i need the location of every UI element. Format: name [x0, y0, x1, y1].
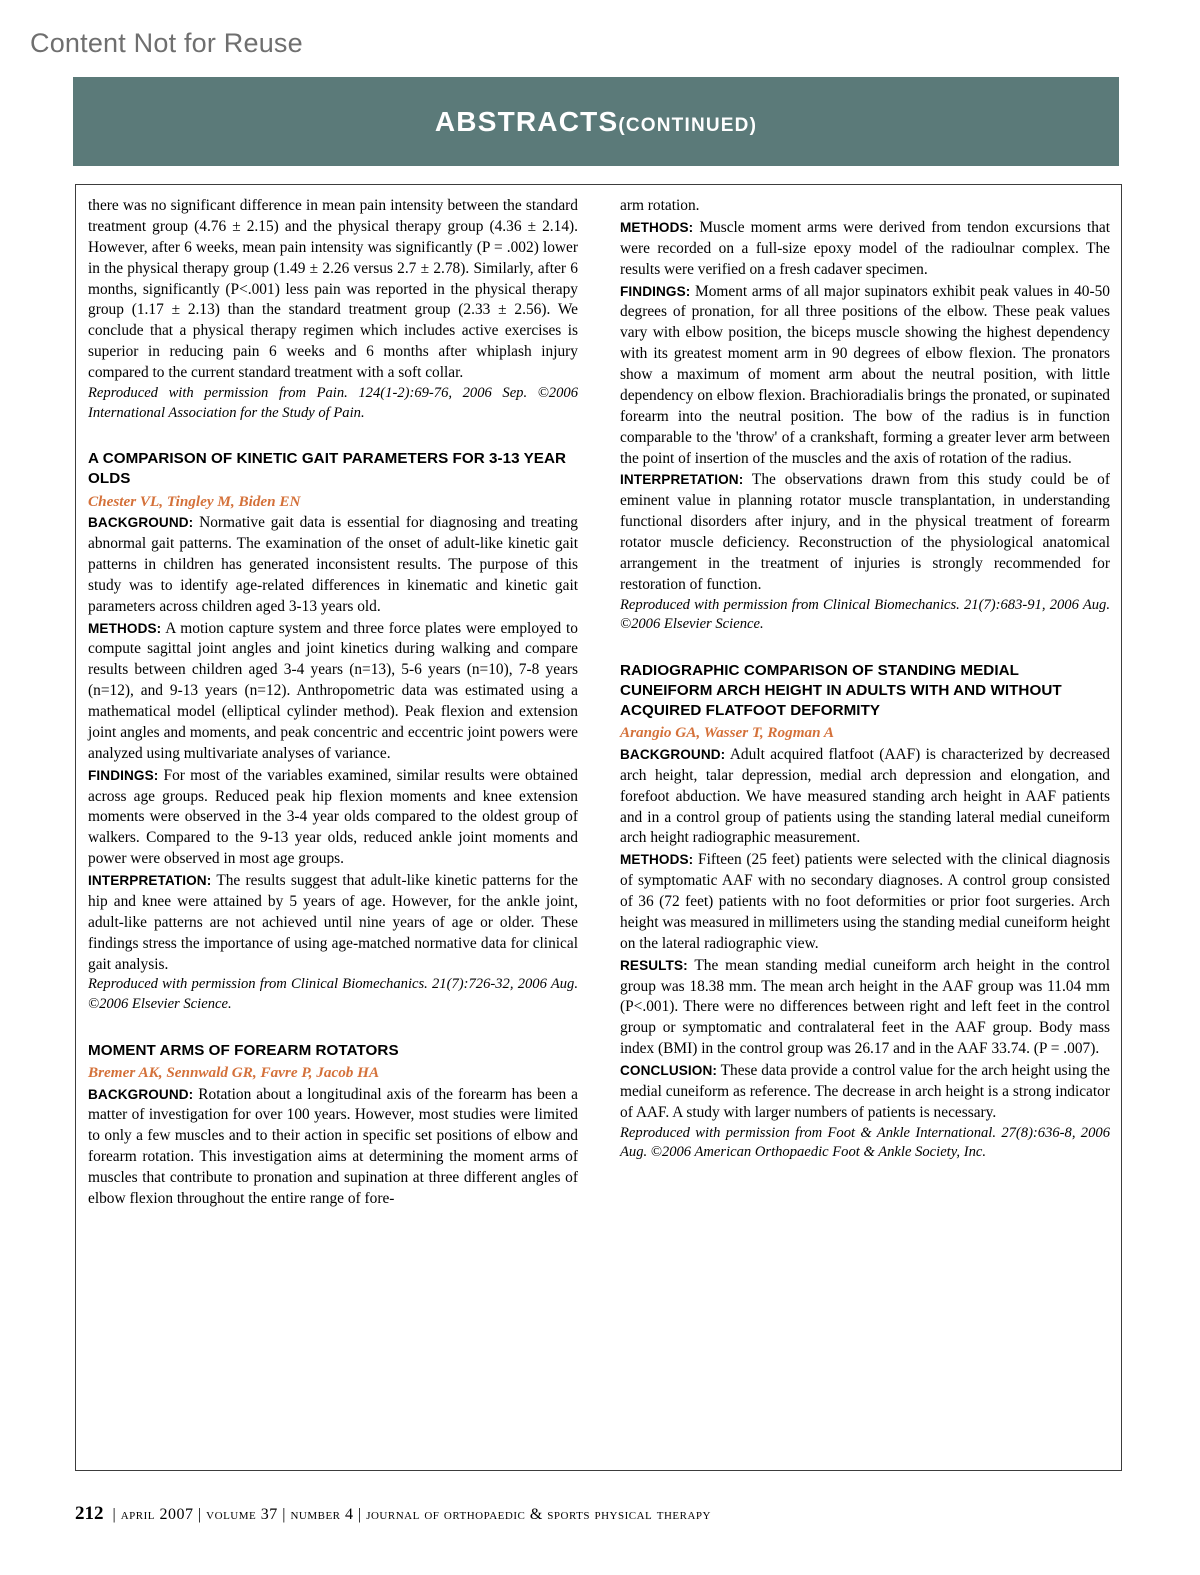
abstract-section [620, 470, 1110, 595]
abstract-section [620, 745, 1110, 849]
abstract-title: MOMENT ARMS OF FOREARM ROTATORS [88, 1041, 399, 1059]
abstract-section [88, 766, 578, 870]
continued-source-line: Reproduced with permission from Pain. 124(1-2):69-76, 2006 Sep. ©2006 International Association for the Study of Pain. [88, 384, 578, 421]
section-text: Rotation about a longitudinal axis of the forearm has been a matter of investigation for over 100 years. However, most studies were limited to only a few muscles and to their action in specific set positions of elbow and forearm rotation. This investigation aims at determining the moment arms of muscles that contribute to pronation and supination at three different angles of elbow flexion throughout the entire range of fore- [88, 1085, 578, 1207]
section-text: Fifteen (25 feet) patients were selected with the clinical diagnosis of symptomatic AAF with no secondary diagnoses. A control group consisted of 36 (72 feet) patients with no foot deformities or prior foot surgeries. Arch height was measured in millimeters using the standing medial cuneiform height on the lateral radiographic view. [620, 851, 1110, 952]
abstract-section [620, 956, 1110, 1060]
section-text: Normative gait data is essential for diagnosing and treating abnormal gait patterns. The examination of the onset of adult-like kinetic gait patterns in children has generated inconsistent results. The purpose of this study was to identify age-related differences in kinematic and kinetic gait parameters across children aged 3-13 years old. [88, 514, 578, 615]
page-title [435, 106, 757, 138]
section-label: RESULTS: [620, 957, 688, 973]
abstract-section [620, 218, 1110, 281]
section-label: METHODS: [88, 620, 162, 636]
abstracts-header-banner [73, 77, 1119, 166]
abstract-authors: Bremer AK, Sennwald GR, Favre P, Jacob HA [88, 1063, 380, 1081]
left-column [88, 196, 578, 1461]
page-footer [75, 1503, 1122, 1525]
continued-paragraph: there was no significant difference in mean pain intensity between the standard treatment group (4.76 ± 2.15) and the physical therapy group (4.36 ± 2.14). However, after 6 weeks, mean pain intensity was significantly (P = .002) lower in the physical therapy group (1.49 ± 2.26 versus 2.7 ± 2.78). Similarly, after 6 months, significantly (P<.001) less pain was reported in the physical therapy group (1.17 ± 2.13) than the standard treatment group (2.33 ± 2.56). We conclude that a physical therapy regimen which includes active exercises is superior in reducing pain 6 weeks and 6 months after whiplash injury compared to the current standard treatment with a soft collar. [88, 197, 578, 381]
section-text: The results suggest that adult-like kinetic patterns for the hip and knee were attained by 5 years of age. However, for the ankle joint, adult-like patterns are not achieved until nine years of age or older. These findings stress the importance of using age-matched normative data for clinical gait analysis. [88, 872, 578, 973]
abstract-title: RADIOGRAPHIC COMPARISON OF STANDING MEDIAL CUNEIFORM ARCH HEIGHT IN ADULTS WITH AND WITHOUT ACQUIRED FLATFOOT DEFORMITY [620, 662, 1062, 720]
header-title-continued: (CONTINUED) [618, 114, 758, 136]
abstract-source: Reproduced with permission from Clinical Biomechanics. 21(7):726-32, 2006 Aug. ©2006 Elsevier Science. [88, 976, 578, 1013]
abstract-title: A COMPARISON OF KINETIC GAIT PARAMETERS FOR 3-13 YEAR OLDS [88, 450, 566, 488]
two-column-body [88, 196, 1110, 1461]
abstract-section [88, 871, 578, 975]
abstract-authors: Arangio GA, Wasser T, Rogman A [620, 724, 834, 742]
section-label: INTERPRETATION: [88, 873, 212, 888]
section-label: BACKGROUND: [620, 746, 726, 762]
section-text: Adult acquired flatfoot (AAF) is characterized by decreased arch height, talar depression, medial arch depression and elongation, and forefoot abduction. We have measured standing arch height in AAF patients and in a control group of patients using the standing lateral medial cuneiform arch height radiographic measurement. [620, 745, 1110, 847]
section-text: These data provide a control value for the arch height using the medial cuneiform as reference. The decrease in arch height is a strong indicator of AAF. A study with larger numbers of patients is necessary. [620, 1062, 1110, 1121]
abstract-source: Reproduced with permission from Clinical Biomechanics. 21(7):683-91, 2006 Aug. ©2006 Elsevier Science. [620, 596, 1110, 633]
watermark-text: Content Not for Reuse [30, 28, 303, 58]
footer-journal-line: | april 2007 | volume 37 | number 4 | journal of orthopaedic & sports physical therapy [112, 1506, 711, 1523]
section-label: BACKGROUND: [88, 515, 194, 531]
abstract-section [620, 1061, 1110, 1124]
section-label: INTERPRETATION: [620, 472, 744, 488]
section-label: BACKGROUND: [88, 1086, 194, 1102]
continued-text: arm rotation. [620, 197, 700, 214]
abstract-entry [88, 449, 578, 1015]
right-column [620, 196, 1110, 1461]
abstract-section [620, 282, 1110, 470]
abstract-section [88, 619, 578, 765]
section-text: Muscle moment arms were derived from tendon excursions that were recorded on a full-size epoxy model of the radioulnar complex. The results were verified on a fresh cadaver specimen. [620, 218, 1110, 278]
header-title-main: ABSTRACTS [434, 105, 619, 137]
section-text: The observations drawn from this study could be of eminent value in planning rotator muscle transplantation, in understanding functional disorders after injury, and in the physical treatment of forearm rotator muscle deficiency. Reconstruction of the physiological anatomical arrangement in the treatment of injuries is strongly recommended for restoration of function. [620, 471, 1110, 593]
section-text: A motion capture system and three force plates were employed to compute sagittal joint angles and joint kinetics during walking and compare results between children aged 3-4 years (n=13), 5-6 years (n=10), 7-8 years (n=12), and 9-13 years (n=12). Anthropometric data was estimated using a mathematical model (elliptical cylinder method). Peak flexion and extension joint angles and moments, and peak concentric and eccentric joint powers were analyzed using multivariate analyses of variance. [88, 619, 578, 762]
section-label: METHODS: [620, 219, 694, 235]
section-label: FINDINGS: [88, 767, 159, 783]
abstract-section [88, 513, 578, 617]
section-text: The mean standing medial cuneiform arch height in the control group was 18.38 mm. The mean arch height in the AAF group was 11.04 mm (P<.001). There were no differences between right and left feet in the control group or symptomatic and contralateral feet in the AAF group. Body mass index (BMI) in the control group was 26.17 and in the AAF 33.74. (P = .007). [620, 956, 1110, 1058]
abstract-entry [620, 661, 1110, 1163]
abstract-section [88, 1085, 578, 1210]
abstract-source: Reproduced with permission from Foot & Ankle International. 27(8):636-8, 2006 Aug. ©2006 American Orthopaedic Foot & Ankle Society, Inc. [620, 1124, 1110, 1161]
footer-page-number: 212 [75, 1503, 104, 1524]
abstract-section [620, 850, 1110, 954]
abstract-entry [620, 218, 1110, 635]
section-label: METHODS: [620, 852, 694, 868]
section-text: For most of the variables examined, similar results were obtained across age groups. Reduced peak hip flexion moments and knee extension moments were observed in the 3-4 year olds compared to the oldest group of walkers. Compared to the 9-13 year olds, reduced ankle joint moments and power were observed in most age groups. [88, 766, 578, 868]
abstract-entry [88, 1041, 578, 1210]
section-label: CONCLUSION: [620, 1063, 718, 1079]
abstract-authors: Chester VL, Tingley M, Biden EN [88, 492, 301, 510]
section-text: Moment arms of all major supinators exhibit peak values in 40-50 degrees of pronation, for all three positions of the elbow. These peak values vary with elbow position, the biceps muscle showing the highest dependency with its greatest moment arm in 90 degrees of elbow flexion. The pronators show a maximum of moment arm about the neutral position, with little dependency on elbow flexion. Brachioradialis brings the pronated, or supinated forearm into the neutral position. The bow of the radius is in function comparable to the 'throw' of a crankshaft, forming a greater lever arm between the point of insertion of the muscles and the axis of rotation of the radius. [620, 282, 1110, 467]
section-label: FINDINGS: [620, 283, 691, 299]
